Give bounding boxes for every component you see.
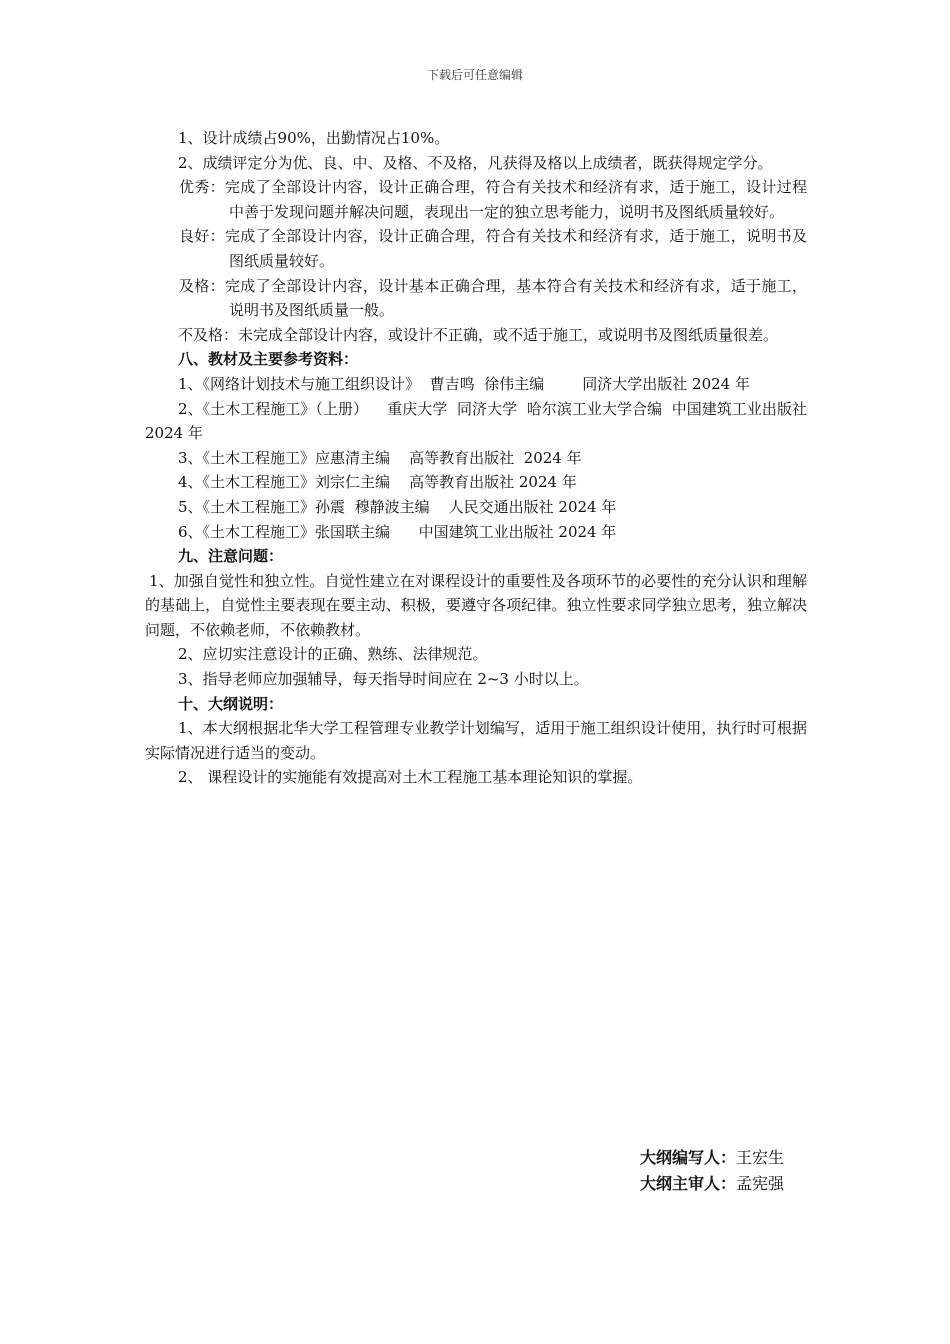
- reference-item: 6、《土木工程施工》张国联主编 中国建筑工业出版社 2024 年: [178, 522, 617, 541]
- reviewer-label: 大纲主审人：: [640, 1174, 737, 1193]
- notice-item: 3、指导老师应加强辅导，每天指导时间应在 2~3 小时以上。: [178, 670, 589, 689]
- page-header: 下载后可任意编辑: [426, 68, 523, 82]
- reference-item: 3、《土木工程施工》应惠清主编 高等教育出版社 2024 年: [178, 448, 582, 467]
- grade-pass: 及格：完成了全部设计内容，设计基本正确合理，基本符合有关技术和经济有求，适于施工，说明书及图纸质量一般。: [179, 276, 807, 320]
- reference-item: 4、《土木工程施工》刘宗仁主编 高等教育出版社 2024 年: [178, 473, 577, 492]
- reviewer-name: 孟宪强: [736, 1174, 785, 1193]
- reference-item: 1、《网络计划技术与施工组织设计》 曹吉鸣 徐伟主编 同济大学出版社 2024 年: [178, 374, 750, 393]
- grading-item-1: 1、设计成绩占90%，出勤情况占10%。: [178, 129, 450, 147]
- grade-fail: 不及格：未完成全部设计内容，或设计不正确，或不适于施工，或说明书及图纸质量很差。: [178, 325, 779, 344]
- grade-excellent: 优秀：完成了全部设计内容，设计正确合理，符合有关技术和经济有求，适于施工，设计过程中善于发现问题并解决问题，表现出一定的独立思考能力，说明书及图纸质量较好。: [179, 178, 807, 221]
- grade-good: 良好：完成了全部设计内容，设计正确合理，符合有关技术和经济有求，适于施工，说明书及图纸质量较好。: [179, 227, 807, 270]
- section-8-title: 八、教材及主要参考资料：: [178, 350, 359, 369]
- notice-item: 2、应切实注意设计的正确、熟练、法律规范。: [178, 645, 488, 664]
- outline-note-item: 1、本大纲根据北华大学工程管理专业教学计划编写，适用于施工组织设计使用，执行时可根据实际情况进行适当的变动。: [145, 719, 807, 762]
- reference-item: 5、《土木工程施工》孙震 穆静波主编 人民交通出版社 2024 年: [178, 497, 617, 516]
- section-9-title: 九、注意问题：: [178, 547, 284, 566]
- outline-note-item: 2、 课程设计的实施能有效提高对土木工程施工基本理论知识的掌握。: [178, 768, 643, 787]
- section-10-title: 十、大纲说明：: [178, 694, 284, 713]
- grading-item-2: 2、成绩评定分为优、良、中、及格、不及格，凡获得及格以上成绩者，既获得规定学分。: [178, 153, 773, 172]
- writer-label: 大纲编写人：: [640, 1148, 737, 1167]
- reviewer-signature-line: [640, 1171, 784, 1197]
- writer-name: 王宏生: [736, 1148, 785, 1167]
- document-body: [145, 126, 817, 790]
- writer-signature-line: [640, 1145, 784, 1171]
- notice-item: 1、加强自觉性和独立性。自觉性建立在对课程设计的重要性及各项环节的必要性的充分认识和理解的基础上，自觉性主要表现在要主动、积极，要遵守各项纪律。独立性要求同学独立思考，独立解决问题，不依赖老师，不依赖教材。: [145, 571, 807, 639]
- reference-item: 2、《土木工程施工》（上册） 重庆大学 同济大学 哈尔滨工业大学合编 中国建筑工业出版社 2024 年: [145, 399, 817, 443]
